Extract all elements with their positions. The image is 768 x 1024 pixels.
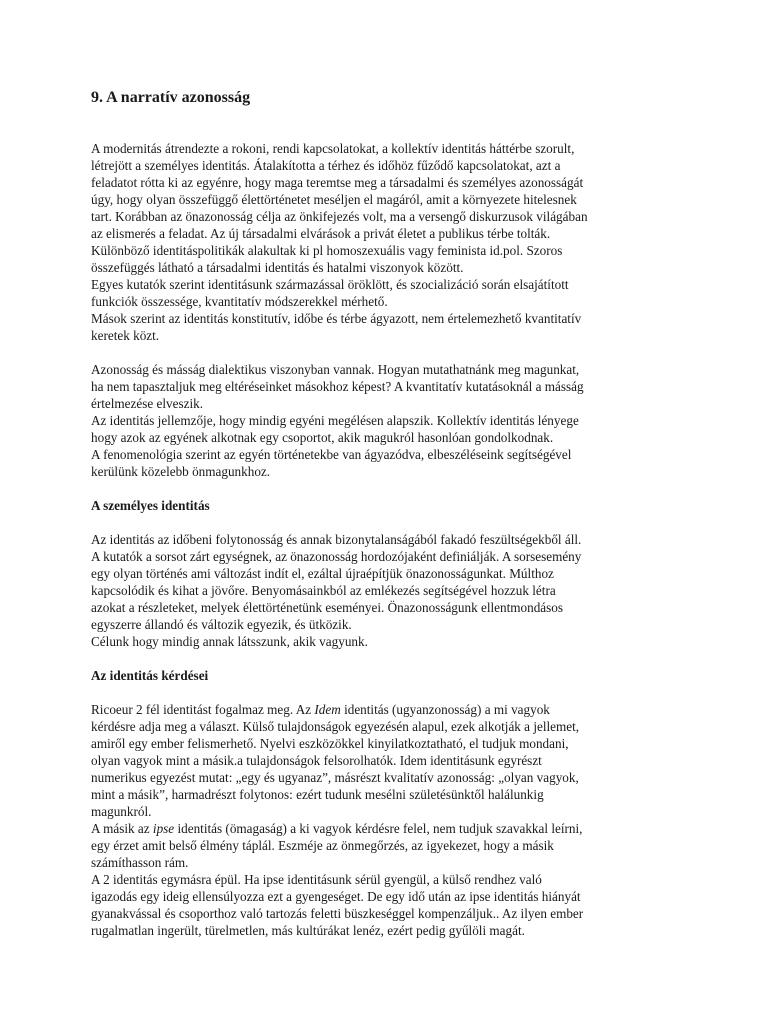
text-segment: Azonosság és másság dialektikus viszonyban vannak. Hogyan mutathatnánk meg magunkat,: [91, 362, 580, 377]
text-segment: A modernitás átrendezte a rokoni, rendi kapcsolatokat, a kollektív identitás háttérbe szorult,: [91, 141, 575, 156]
text-segment: egyszerre állandó és változik egyezik, és ütközik.: [91, 617, 352, 632]
text-line: [91, 242, 708, 259]
text-segment: létrejött a személyes identitás. Átalakította a térhez és időhöz fűződő kapcsolatokat, azt a: [91, 158, 561, 173]
text-line: [91, 310, 708, 327]
text-segment: ha nem tapasztaljuk meg eltéréseinket másokhoz képest? A kvantitatív kutatásoknál a másság: [91, 379, 584, 394]
text-line: [91, 531, 708, 548]
text-line: [91, 548, 708, 565]
text-segment: funkciók összessége, kvantitatív módszerekkel mérhető.: [91, 294, 388, 309]
paragraph-identity-otherness: [91, 361, 708, 480]
text-segment: igazodás egy ideig ellensúlyozza ezt a gyengeséget. De egy idő után az ipse identitás hiányát: [91, 889, 581, 904]
paragraph-personal-identity: [91, 531, 708, 650]
text-line: [91, 854, 708, 871]
text-segment: olyan vagyok mint a másik.a tulajdonságok felsorolhatók. Idem identitásunk egyrészt: [91, 753, 542, 768]
text-line: [91, 582, 708, 599]
text-line: [91, 701, 708, 718]
text-segment: azokat a részleteket, melyek élettörténetünk eseményei. Önazonosságunk ellentmondásos: [91, 600, 564, 615]
page-title: 9. A narratív azonosság: [91, 89, 251, 106]
text-line: [91, 871, 708, 888]
text-line: [91, 412, 708, 429]
text-segment: kérdésre adja meg a választ. Külső tulajdonságok egyezésén alapul, ezek alkotják a jellemet,: [91, 719, 580, 734]
text-segment: A másik az: [91, 821, 153, 836]
text-line: [91, 327, 708, 344]
text-line: [91, 735, 708, 752]
text-segment: egy érzet amit belső élmény táplál. Eszméje az önmegőrzés, az igyekezet, hogy a másik: [91, 838, 554, 853]
section-heading-personal-identity: A személyes identitás: [91, 498, 210, 513]
text-segment: számíthasson rám.: [91, 855, 189, 870]
text-line: [91, 633, 708, 650]
text-segment: keretek közt.: [91, 328, 160, 343]
text-line: [91, 803, 708, 820]
paragraph-identity-questions: [91, 701, 708, 939]
text-line: [91, 140, 708, 157]
text-segment: kerülünk közelebb önmagunkhoz.: [91, 464, 271, 479]
text-segment: értelmezése elveszik.: [91, 396, 204, 411]
text-line: [91, 276, 708, 293]
text-segment: Különböző identitáspolitikák alakultak ki pl homoszexuális vagy feminista id.pol. Szoros: [91, 243, 563, 258]
text-line: [91, 157, 708, 174]
text-line: [91, 616, 708, 633]
text-segment: tart. Korábban az önazonosság célja az önkifejezés volt, ma a versengő diskurzusok világában: [91, 209, 588, 224]
text-segment: úgy, hogy olyan összefüggő élettörténetet meséljen el magáról, amit a környezete hitelesnek: [91, 192, 577, 207]
text-segment: kapcsolódik és kihat a jövőre. Benyomásainkból az emlékezés segítségével hozzuk létra: [91, 583, 556, 598]
text-segment: rugalmatlan ingerült, türelmetlen, más kultúrákat lenéz, ezért pedig gyűlöli magát.: [91, 923, 525, 938]
text-segment: összefüggés látható a társadalmi identitás és hatalmi viszonyok között.: [91, 260, 464, 275]
italic-term: Idem: [314, 702, 341, 717]
text-segment: A kutatók a sorsot zárt egységnek, az önazonosság hordozójaként definiálják. A sorsesemény: [91, 549, 582, 564]
text-segment: Egyes kutatók szerint identitásunk származással öröklött, és szocializáció során elsajátított: [91, 277, 569, 292]
text-line: [91, 905, 708, 922]
text-segment: Az identitás jellemzője, hogy mindig egyéni megélésen alapszik. Kollektív identitás lényege: [91, 413, 579, 428]
text-segment: az elismerés a feladat. Az új társadalmi elvárások a privát életet a publikus térbe tolták.: [91, 226, 551, 241]
text-line: [91, 820, 708, 837]
text-line: [91, 191, 708, 208]
text-line: [91, 599, 708, 616]
text-segment: Mások szerint az identitás konstitutív, időbe és térbe ágyazott, nem értelemezhető kvantitatív: [91, 311, 582, 326]
text-segment: magunkról.: [91, 804, 152, 819]
text-line: [91, 565, 708, 582]
text-line: [91, 395, 708, 412]
text-segment: Ricoeur 2 fél identitást fogalmaz meg. Az: [91, 702, 315, 717]
text-segment: hogy azok az egyének alkotnak egy csoportot, akik magukról hasonlóan gondolkodnak.: [91, 430, 554, 445]
text-segment: Az identitás az időbeni folytonosság és annak bizonytalanságából fakadó feszültségekből áll.: [91, 532, 582, 547]
text-line: [91, 174, 708, 191]
text-segment: Célunk hogy mindig annak látsszunk, akik vagyunk.: [91, 634, 368, 649]
text-segment: egy olyan történés ami változást indít el, ezáltal újraépítjük önazonosságunkat. Múlthoz: [91, 566, 554, 581]
text-line: [91, 888, 708, 905]
text-segment: numerikus egyezést mutat: „egy és ugyanaz”, másrészt kvalitatív azonosság: „olyan vagyok,: [91, 770, 579, 785]
text-line: [91, 786, 708, 803]
text-line: [91, 446, 708, 463]
text-line: [91, 837, 708, 854]
text-segment: identitás (ugyanzonosság) a mi vagyok: [340, 702, 550, 717]
text-line: [91, 361, 708, 378]
text-segment: A 2 identitás egymásra épül. Ha ipse identitásunk sérül gyengül, a külső rendhez való: [91, 872, 542, 887]
paragraph-modernity: [91, 140, 708, 344]
text-line: [91, 378, 708, 395]
text-line: [91, 293, 708, 310]
text-segment: amiről egy ember felismerhető. Nyelvi eszközökkel kinyilatkoztatható, el tudjuk mondani,: [91, 736, 569, 751]
text-segment: A fenomenológia szerint az egyén történetekbe van ágyazódva, elbeszéléseink segítségével: [91, 447, 572, 462]
text-segment: gyanakvással és csoporthoz való tartozás feletti büszkeséggel kompenzáljuk.. Az ilyen ember: [91, 906, 584, 921]
text-line: [91, 429, 708, 446]
text-line: [91, 463, 708, 480]
text-line: [91, 225, 708, 242]
text-line: [91, 752, 708, 769]
italic-term: ipse: [152, 821, 175, 836]
text-segment: mint a másik”, harmadrészt folytonos: ezért tudunk mesélni születésünktől halálunkig: [91, 787, 544, 802]
text-line: [91, 769, 708, 786]
text-line: [91, 922, 708, 939]
text-line: [91, 718, 708, 735]
section-heading-identity-questions: Az identitás kérdései: [91, 668, 209, 683]
text-segment: identitás (ömagaság) a ki vagyok kérdésre felel, nem tudjuk szavakkal leírni,: [174, 821, 583, 836]
text-segment: feladatot rótta ki az egyénre, hogy maga teremtse meg a társadalmi és személyes azonosságát: [91, 175, 584, 190]
text-line: [91, 208, 708, 225]
text-line: [91, 259, 708, 276]
